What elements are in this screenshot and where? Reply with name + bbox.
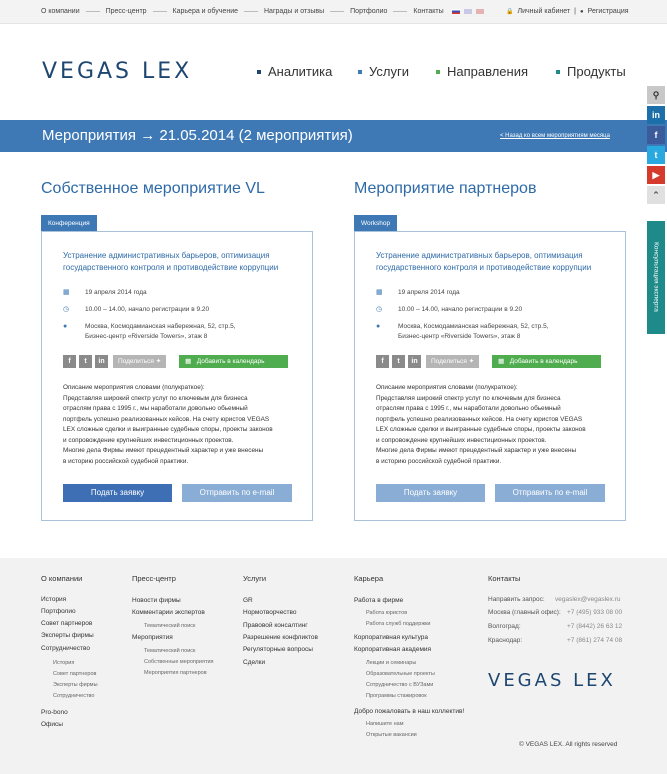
user-links <box>506 8 629 15</box>
event-title[interactable]: Устранение административных барьеров, оптимизация государственного контроля и противодействие коррупции <box>376 251 592 272</box>
page-banner <box>0 120 667 152</box>
twitter-icon[interactable]: t <box>647 146 665 164</box>
nav-label: Аналитика <box>268 64 333 79</box>
contact-label: Москва (главный офис): <box>488 609 561 616</box>
consult-expert-tab[interactable] <box>647 221 665 334</box>
footer-sublink[interactable]: История <box>53 660 75 666</box>
contact-phone[interactable]: +7 (861) 274 74 08 <box>567 637 623 644</box>
register-link[interactable]: Регистрация <box>587 8 629 15</box>
linkedin-icon[interactable]: in <box>408 355 421 368</box>
desc-line: портфель успешно реализованных кейсов. На счету юристов VEGAS <box>63 415 270 423</box>
footer-link[interactable]: Новости фирмы <box>132 597 181 604</box>
desc-line: отраслям права с 1995 г., мы наработали довольно обьемный <box>376 405 561 412</box>
divider <box>393 11 407 12</box>
event-place-line: Бизнес-центр «Riverside Towers», этаж 8 <box>85 333 208 340</box>
footer-services-heading[interactable]: Услуги <box>243 574 267 583</box>
location-pin-icon: ● <box>376 323 381 330</box>
add-to-calendar-button[interactable] <box>179 355 288 368</box>
share-icon: ✦ <box>468 358 475 365</box>
footer-sublink[interactable]: Работа служб поддержки <box>366 621 431 627</box>
nav-directions[interactable] <box>436 64 528 79</box>
footer-sublink[interactable]: Собственные мероприятия <box>144 659 214 665</box>
nav-marker-icon <box>358 70 362 74</box>
footer-link[interactable]: Регуляторные вопросы <box>243 646 313 653</box>
footer-link[interactable]: Работа в фирме <box>354 597 404 604</box>
nav-services[interactable] <box>358 64 409 79</box>
nav-marker-icon <box>257 70 261 74</box>
footer-about-heading[interactable]: О компании <box>41 574 83 583</box>
footer-link[interactable]: Совет партнеров <box>41 620 93 627</box>
topnav-press[interactable]: Пресс-центр <box>105 8 147 15</box>
footer-link[interactable]: GR <box>243 597 253 604</box>
desc-line: в историю российской судебной практики. <box>63 457 189 465</box>
top-nav <box>41 8 444 15</box>
copyright: © VEGAS LEX. All rights reserved <box>519 741 618 748</box>
footer-sublink[interactable]: Образовательные проекты <box>366 671 435 677</box>
event-type-tag: Workshop <box>354 215 397 232</box>
divider: | <box>574 8 576 15</box>
footer-sublink[interactable]: Открытые вакансии <box>366 732 417 738</box>
calendar-icon: ▦ <box>498 358 505 365</box>
footer-sublink[interactable]: Совет партнеров <box>53 671 97 677</box>
english-flag-icon[interactable] <box>464 9 472 14</box>
footer-sublink[interactable]: Лекции и семинары <box>366 660 417 666</box>
apply-button[interactable]: Подать заявку <box>63 484 172 502</box>
event-place-line: Москва, Космодамианская набережная, 52, стр.5, <box>398 323 549 330</box>
russian-flag-icon[interactable] <box>452 9 460 14</box>
footer-sublink[interactable]: Сотрудничество <box>53 693 95 699</box>
desc-line: отраслям права с 1995 г., мы наработали довольно обьемный <box>63 405 248 412</box>
footer-link[interactable]: Сотрудничество <box>41 645 90 652</box>
contact-phone[interactable]: +7 (495) 933 08 00 <box>567 609 623 616</box>
clock-icon: ◷ <box>376 306 383 313</box>
event-place-line: Москва, Космодамианская набережная, 52, стр.5, <box>85 323 236 330</box>
cabinet-link[interactable]: Личный кабинет <box>517 8 571 15</box>
clock-icon: ◷ <box>63 306 70 313</box>
contact-label: Волгоград: <box>488 623 521 630</box>
desc-line: Многие дела Фирмы имеют прецедентный характер и уже внесены <box>63 447 264 454</box>
desc-line: в историю российской судебной практики. <box>376 457 502 465</box>
youtube-icon[interactable]: ▶ <box>647 166 665 184</box>
event-card <box>354 231 626 521</box>
footer-contacts-heading[interactable]: Контакты <box>488 574 521 583</box>
footer-link[interactable]: Комментарии экспертов <box>132 609 205 616</box>
calendar-icon: ▦ <box>63 289 70 296</box>
share-icon: ✦ <box>155 358 162 365</box>
footer-link[interactable]: История <box>41 596 67 603</box>
calendar-label: Добавить в календарь <box>196 358 265 365</box>
nav-products[interactable] <box>556 64 626 79</box>
social-sidebar <box>647 86 665 206</box>
footer-link[interactable]: Мероприятия <box>132 634 173 641</box>
event-heading: Собственное мероприятие VL <box>41 180 265 197</box>
desc-line: и сопровождение крупнейших инвестиционных проектов. <box>63 436 234 444</box>
send-email-button[interactable]: Отправить по e-mail <box>182 484 292 502</box>
apply-button[interactable]: Подать заявку <box>376 484 485 502</box>
nav-analytics[interactable] <box>257 64 332 79</box>
linkedin-icon[interactable]: in <box>647 106 665 124</box>
event-type-tag: Конференция <box>41 215 97 232</box>
desc-line: LEX сложные сделки и выигранные судебные споры, проекты законов <box>376 426 586 433</box>
twitter-icon[interactable]: t <box>79 355 92 368</box>
share-button[interactable] <box>426 355 479 368</box>
footer-link[interactable]: Сделки <box>243 659 266 666</box>
consult-label: Консультация эксперта <box>652 242 660 312</box>
desc-line: Описание мероприятия словами (полукраткое): <box>63 384 205 391</box>
footer-link[interactable]: Pro-bono <box>41 709 68 716</box>
location-pin-icon: ● <box>63 323 68 330</box>
footer-sublink[interactable]: Тематический поиск <box>144 648 196 654</box>
footer-sublink[interactable]: Сотрудничество с ВУЗами <box>366 682 434 688</box>
footer-press-heading[interactable]: Пресс-центр <box>132 574 176 583</box>
facebook-icon[interactable]: f <box>647 126 665 144</box>
divider <box>86 11 100 12</box>
twitter-icon[interactable]: t <box>392 355 405 368</box>
back-link[interactable]: < Назад ко всем мероприятиям месяца <box>500 133 610 139</box>
send-email-button[interactable]: Отправить по e-mail <box>495 484 605 502</box>
user-icon: ● <box>579 8 584 15</box>
nav-label: Продукты <box>567 64 626 79</box>
nav-label: Направления <box>447 64 529 79</box>
calendar-icon: ▦ <box>185 358 192 365</box>
add-to-calendar-button[interactable] <box>492 355 601 368</box>
footer-sublink[interactable]: Программы стажировок <box>366 693 427 699</box>
nav-label: Услуги <box>369 64 409 79</box>
desc-line: Представляя широкий спектр услуг по ключевым для бизнеса <box>376 394 561 402</box>
footer-career-heading[interactable]: Карьера <box>354 574 384 583</box>
footer-link[interactable]: Правовой консалтинг <box>243 622 308 629</box>
desc-line: и сопровождение крупнейших инвестиционных проектов. <box>376 436 547 444</box>
scroll-up-icon[interactable]: ⌃ <box>647 186 665 204</box>
contact-email[interactable]: vegaslex@vegaslex.ru <box>555 596 621 603</box>
nav-marker-icon <box>556 70 560 74</box>
calendar-icon: ▦ <box>376 289 383 296</box>
footer-sublink[interactable]: Мероприятия партнеров <box>144 670 207 676</box>
desc-line: Описание мероприятия словами (полукраткое): <box>376 384 518 391</box>
page-title: Мероприятия → 21.05.2014 (2 мероприятия) <box>42 127 353 144</box>
topnav-contacts[interactable]: Контакты <box>413 8 444 15</box>
footer-sublink[interactable]: Тематический поиск <box>144 623 196 629</box>
footer-link[interactable]: Портфолио <box>41 608 76 615</box>
lock-icon: 🔒 <box>506 9 514 15</box>
event-card <box>41 231 313 521</box>
footer-link[interactable]: Корпоративная культура <box>354 634 428 641</box>
nav-marker-icon <box>436 70 440 74</box>
search-icon[interactable]: ⚲ <box>647 86 665 104</box>
topnav-about[interactable]: О компании <box>41 8 80 15</box>
share-button[interactable] <box>113 355 166 368</box>
facebook-icon[interactable]: f <box>376 355 389 368</box>
footer-link[interactable]: Нормотворчество <box>243 609 297 616</box>
logo[interactable]: VEGAS LEX <box>42 59 193 84</box>
contact-label: Краснодар: <box>488 637 523 644</box>
divider <box>330 11 344 12</box>
footer-sublink[interactable]: Работа юристов <box>366 610 408 616</box>
footer-link[interactable]: Добро пожаловать в наш коллектив! <box>354 708 465 715</box>
desc-line: Представляя широкий спектр услуг по ключевым для бизнеса <box>63 394 248 402</box>
footer-link[interactable]: Разрешение конфликтов <box>243 634 318 641</box>
event-time-text: 10.00 – 14.00, начало регистрации в 9.20 <box>85 306 210 313</box>
event-place-line: Бизнес-центр «Riverside Towers», этаж 8 <box>398 333 521 340</box>
event-description <box>376 383 611 467</box>
top-bar <box>0 0 667 24</box>
event-date-text: 19 апреля 2014 года <box>85 289 147 296</box>
event-heading: Мероприятие партнеров <box>354 180 537 197</box>
event-date-text: 19 апреля 2014 года <box>398 289 460 296</box>
contact-phone[interactable]: +7 (8442) 26 63 12 <box>567 623 623 630</box>
footer-sublink[interactable]: Эксперты фирмы <box>53 682 98 688</box>
footer-link[interactable]: Эксперты фирмы <box>41 632 94 639</box>
topnav-portfolio[interactable]: Портфолио <box>350 8 388 15</box>
share-label: Поделиться <box>431 358 467 365</box>
share-bar <box>63 355 288 368</box>
facebook-icon[interactable]: f <box>63 355 76 368</box>
divider <box>153 11 167 12</box>
desc-line: LEX сложные сделки и выигранные судебные споры, проекты законов <box>63 426 273 433</box>
share-bar <box>376 355 601 368</box>
contact-label: Направить запрос: <box>488 596 545 603</box>
event-description <box>63 383 298 467</box>
footer-sublink[interactable]: Напишите нам <box>366 721 404 727</box>
german-flag-icon[interactable] <box>476 9 484 14</box>
footer-link[interactable]: Офисы <box>41 721 63 728</box>
desc-line: портфель успешно реализованных кейсов. На счету юристов VEGAS <box>376 415 583 423</box>
topnav-career[interactable]: Карьера и обучение <box>172 8 238 15</box>
event-title[interactable]: Устранение административных барьеров, оптимизация государственного контроля и противодействие коррупции <box>63 251 279 272</box>
footer-logo[interactable]: VEGAS LEX <box>488 670 616 691</box>
share-label: Поделиться <box>118 358 154 365</box>
linkedin-icon[interactable]: in <box>95 355 108 368</box>
language-switcher <box>452 9 484 14</box>
divider <box>244 11 258 12</box>
desc-line: Многие дела Фирмы имеют прецедентный характер и уже внесены <box>376 447 577 454</box>
calendar-label: Добавить в календарь <box>509 358 578 365</box>
topnav-awards[interactable]: Награды и отзывы <box>264 8 325 15</box>
footer-link[interactable]: Корпоративная академия <box>354 646 432 653</box>
event-time-text: 10.00 – 14.00, начало регистрации в 9.20 <box>398 306 523 313</box>
